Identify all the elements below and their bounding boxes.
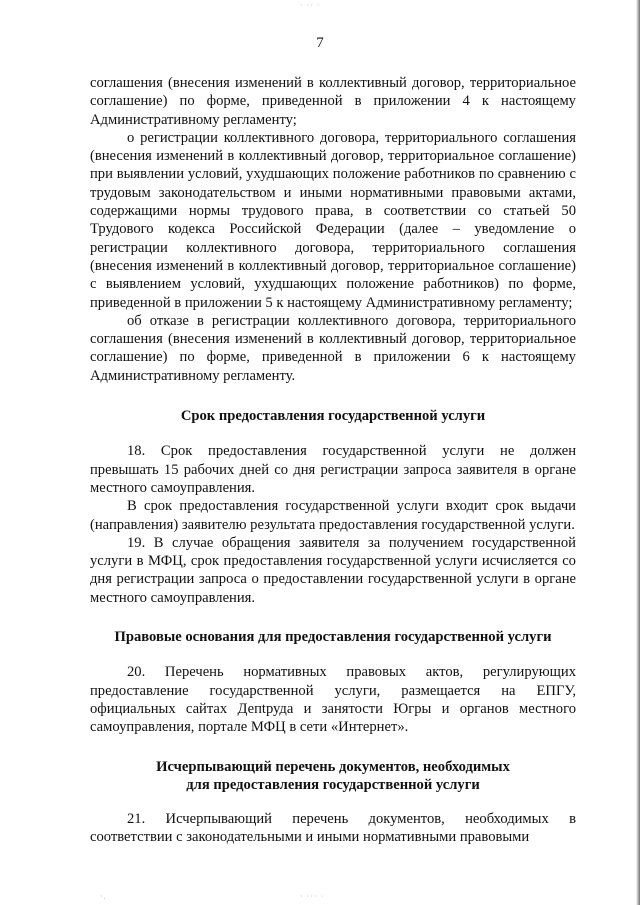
scan-artifact: · ·· · [300,1,321,10]
text-line: соглашения (внесения изменений в коллективный договор, [90,129,577,165]
text-line: официальных сайтах Депtруда и занятости Югры и органов местного [90,700,576,717]
text-line: 20. Перечень нормативных правовых актов, регулирующих [127,664,576,681]
text-line: предоставление государственной услуги, размещается на ЕПГУ, [90,682,576,699]
text-line: в органе местного самоуправления. [90,461,576,496]
text-line: (направления) заявителю результата предоставления государственной [90,516,526,533]
paragraph-18-term [90,497,576,534]
text-line: 21. Исчерпывающий перечень документов, необходимых [127,811,549,828]
page-edge-shadow [636,0,640,905]
text-line: к настоящему Административному регламенту. [90,349,576,384]
text-line: в соответствии с законодательными и иными нормативными правовыми [90,811,576,846]
text-line: положение работников по сравнению с трудовым законодательством и [90,166,576,201]
text-line: В срок предоставления государственной услуги входит срок выдачи [127,498,576,515]
section-heading-documents [90,758,576,795]
page-number: 7 [316,35,324,51]
text-line: об отказе в регистрации коллективного договора, территориального [127,312,576,329]
section-heading-legal-basis: Правовые основания для предоставления государственной услуги [114,629,552,646]
text-line: иными нормативными правовыми актами, содержащими нормы трудового [90,184,576,220]
text-line: договор, территориальное соглашение) с выявлением условий, [90,257,576,293]
text-line: услуги в МФЦ, срок предоставления государственной услуги исчисляется [90,553,558,570]
text-line: со дня регистрации запроса о предоставлении государственной услуги [90,553,576,588]
text-line: ухудшающих положение работников) по форме, приведенной [90,276,576,311]
paragraph-form-6 [90,312,576,385]
text-line: территориальное соглашение) при выявлении условий, ухудшающих [90,148,576,183]
scan-artifact: · ··· · [300,892,325,901]
text-line: к настоящему Административному регламенту; [90,93,576,128]
paragraph-20 [90,663,576,736]
text-line: услуги. [529,516,575,533]
text-line: в органе местного самоуправления. [90,571,576,606]
paragraph-19 [90,534,576,607]
paragraph-form-5 [90,129,576,312]
scan-artifact: ·. [100,892,107,901]
text-line: 18. Срок предоставления государственной услуги не должен [127,443,576,460]
section-heading-line: для предоставления государственной услуги [186,776,480,793]
text-line: права, в соответствии со статьей 50 Трудового кодекса Российской [90,203,576,238]
text-line: соглашения (внесения изменений в коллективный договор, [90,331,465,348]
text-line: территориальное соглашение) по форме, приведенной в приложении 4 [90,75,576,110]
text-line: превышать 15 рабочих дней со дня регистрации запроса заявителя [90,461,518,478]
text-line: в приложении 5 к настоящему Административному регламенту; [174,294,573,311]
text-line: соглашения (внесения изменений в коллективный договор, [90,75,465,91]
text-line: самоуправления, портале МФЦ в сети «Интернет». [90,719,409,736]
text-line: о регистрации коллективного договора, территориального [127,129,498,146]
paragraph-21 [90,810,576,847]
document-body [90,74,576,847]
paragraph-18 [90,442,576,497]
text-line: 19. В случае обращения заявителя за получением государственной [127,534,576,551]
text-line: территориального соглашения (внесения изменений в коллективный [90,239,576,274]
section-heading-term: Срок предоставления государственной услуги [180,408,486,425]
paragraph-form-4 [90,74,576,129]
section-heading-line: Исчерпывающий перечень документов, необходимых [156,758,510,775]
text-line: территориальное соглашение) по форме, приведенной в приложении 6 [90,331,576,366]
text-line: Федерации (далее – уведомление о регистрации коллективного договора, [90,221,576,256]
